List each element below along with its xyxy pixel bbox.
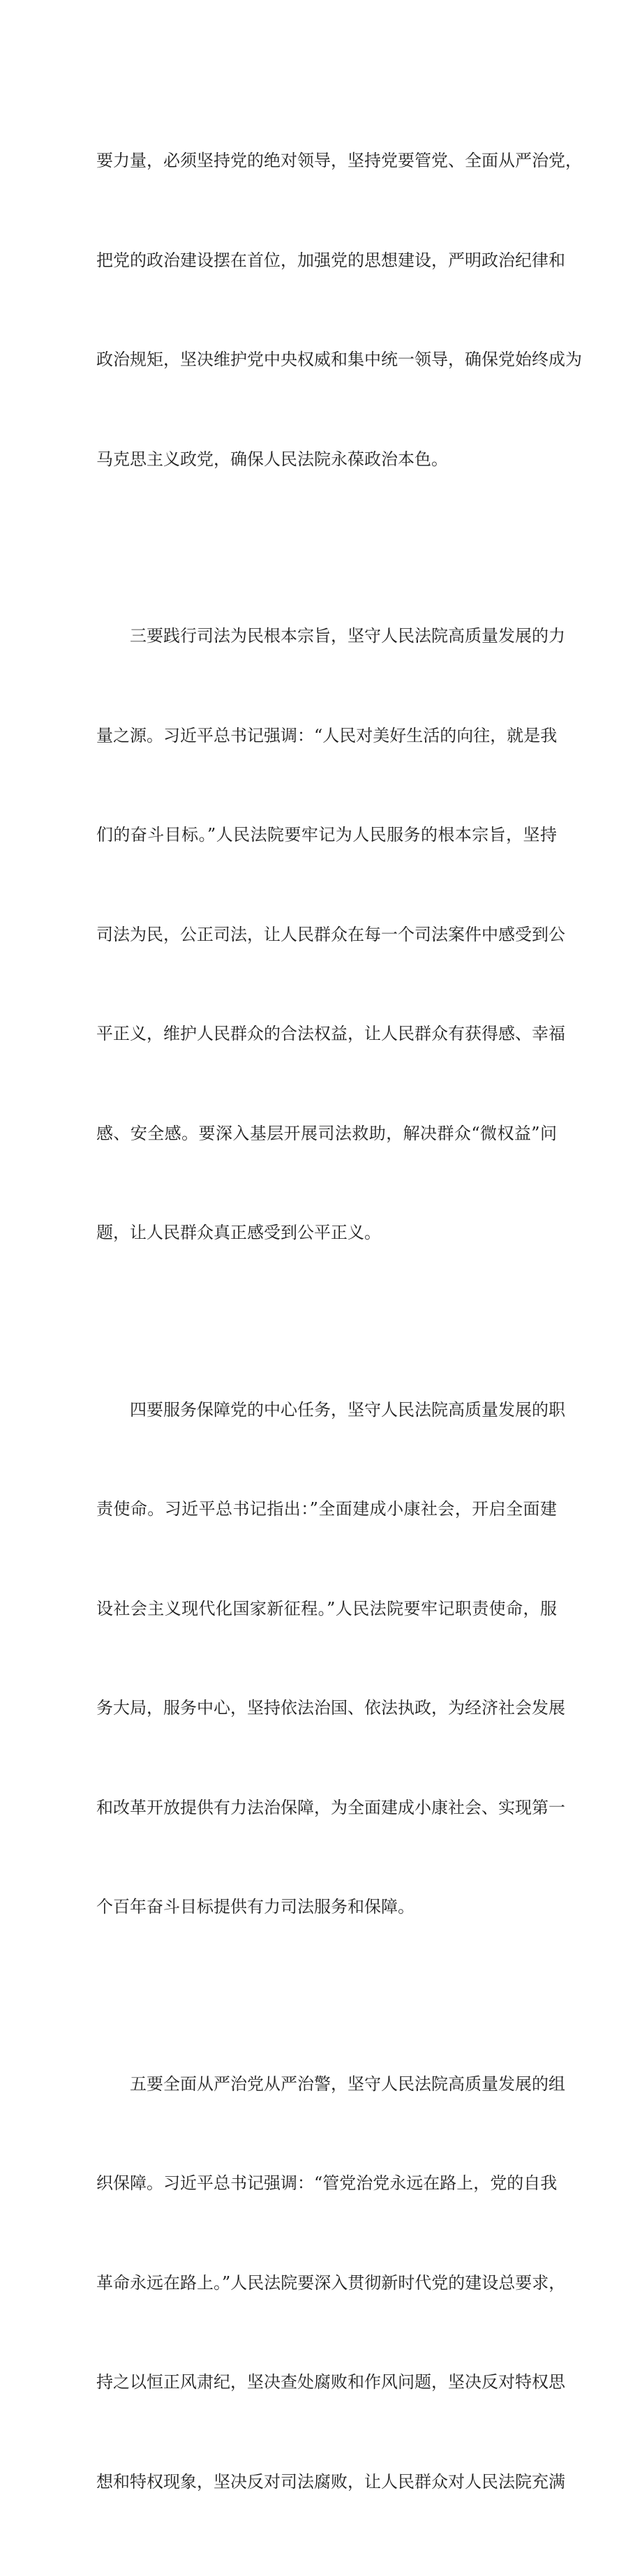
text-line: 设社会主义现代化国家新征程。”人民法院要牢记职责使命，服 <box>96 1598 557 1618</box>
text-line: 五要全面从严治党从严治警，坚守人民法院高质量发展的组 <box>96 2074 565 2094</box>
text-line: 想和特权现象，坚决反对司法腐败，让人民群众对人民法院充满 <box>96 2471 565 2492</box>
text-line: 务大局，服务中心，坚持依法治国、依法执政，为经济社会发展 <box>96 1698 565 1718</box>
text-line: 感、安全感。要深入基层开展司法救助，解决群众“微权益”问 <box>96 1123 557 1143</box>
text-line: 革命永远在路上。”人民法院要深入贯彻新时代党的建设总要求， <box>96 2272 566 2293</box>
text-line: 司法为民，公正司法，让人民群众在每一个司法案件中感受到公 <box>96 924 565 944</box>
text-line: 题，让人民群众真正感受到公平正义。 <box>96 1223 381 1242</box>
text-line: 马克思主义政党，确保人民法院永葆政治本色。 <box>96 449 448 469</box>
text-line: 四要服务保障党的中心任务，坚守人民法院高质量发展的职 <box>96 1399 565 1420</box>
paragraph-2 <box>96 553 565 1316</box>
document-body <box>96 78 582 2576</box>
text-line: 织保障。习近平总书记强调：“管党治党永远在路上，党的自我 <box>96 2173 558 2193</box>
text-line: 把党的政治建设摆在首位，加强党的思想建设，严明政治纪律和 <box>96 250 565 270</box>
text-line: 平正义，维护人民群众的合法权益，让人民群众有获得感、幸福 <box>96 1024 565 1043</box>
paragraph-4 <box>96 2002 566 2566</box>
text-line: 持之以恒正风肃纪，坚决查处腐败和作风问题，坚决反对特权思 <box>96 2372 565 2392</box>
text-line: 三要践行司法为民根本宗旨，坚守人民法院高质量发展的力 <box>96 626 565 646</box>
paragraph-1 <box>96 78 582 542</box>
text-line: 政治规矩，坚决维护党中央权威和集中统一领导，确保党始终成为 <box>96 350 582 369</box>
text-line: 要力量，必须坚持党的绝对领导，坚持党要管党、全面从严治党， <box>96 151 582 170</box>
paragraph-3 <box>96 1327 565 1990</box>
text-line: 责使命。习近平总书记指出：”全面建成小康社会，开启全面建 <box>96 1499 557 1519</box>
text-line: 量之源。习近平总书记强调：“人民对美好生活的向往，就是我 <box>96 725 558 745</box>
text-line: 个百年奋斗目标提供有力司法服务和保障。 <box>96 1897 415 1916</box>
text-line: 们的奋斗目标。”人民法院要牢记为人民服务的根本宗旨，坚持 <box>96 825 557 844</box>
text-line: 和改革开放提供有力法治保障，为全面建成小康社会、实现第一 <box>96 1797 565 1817</box>
